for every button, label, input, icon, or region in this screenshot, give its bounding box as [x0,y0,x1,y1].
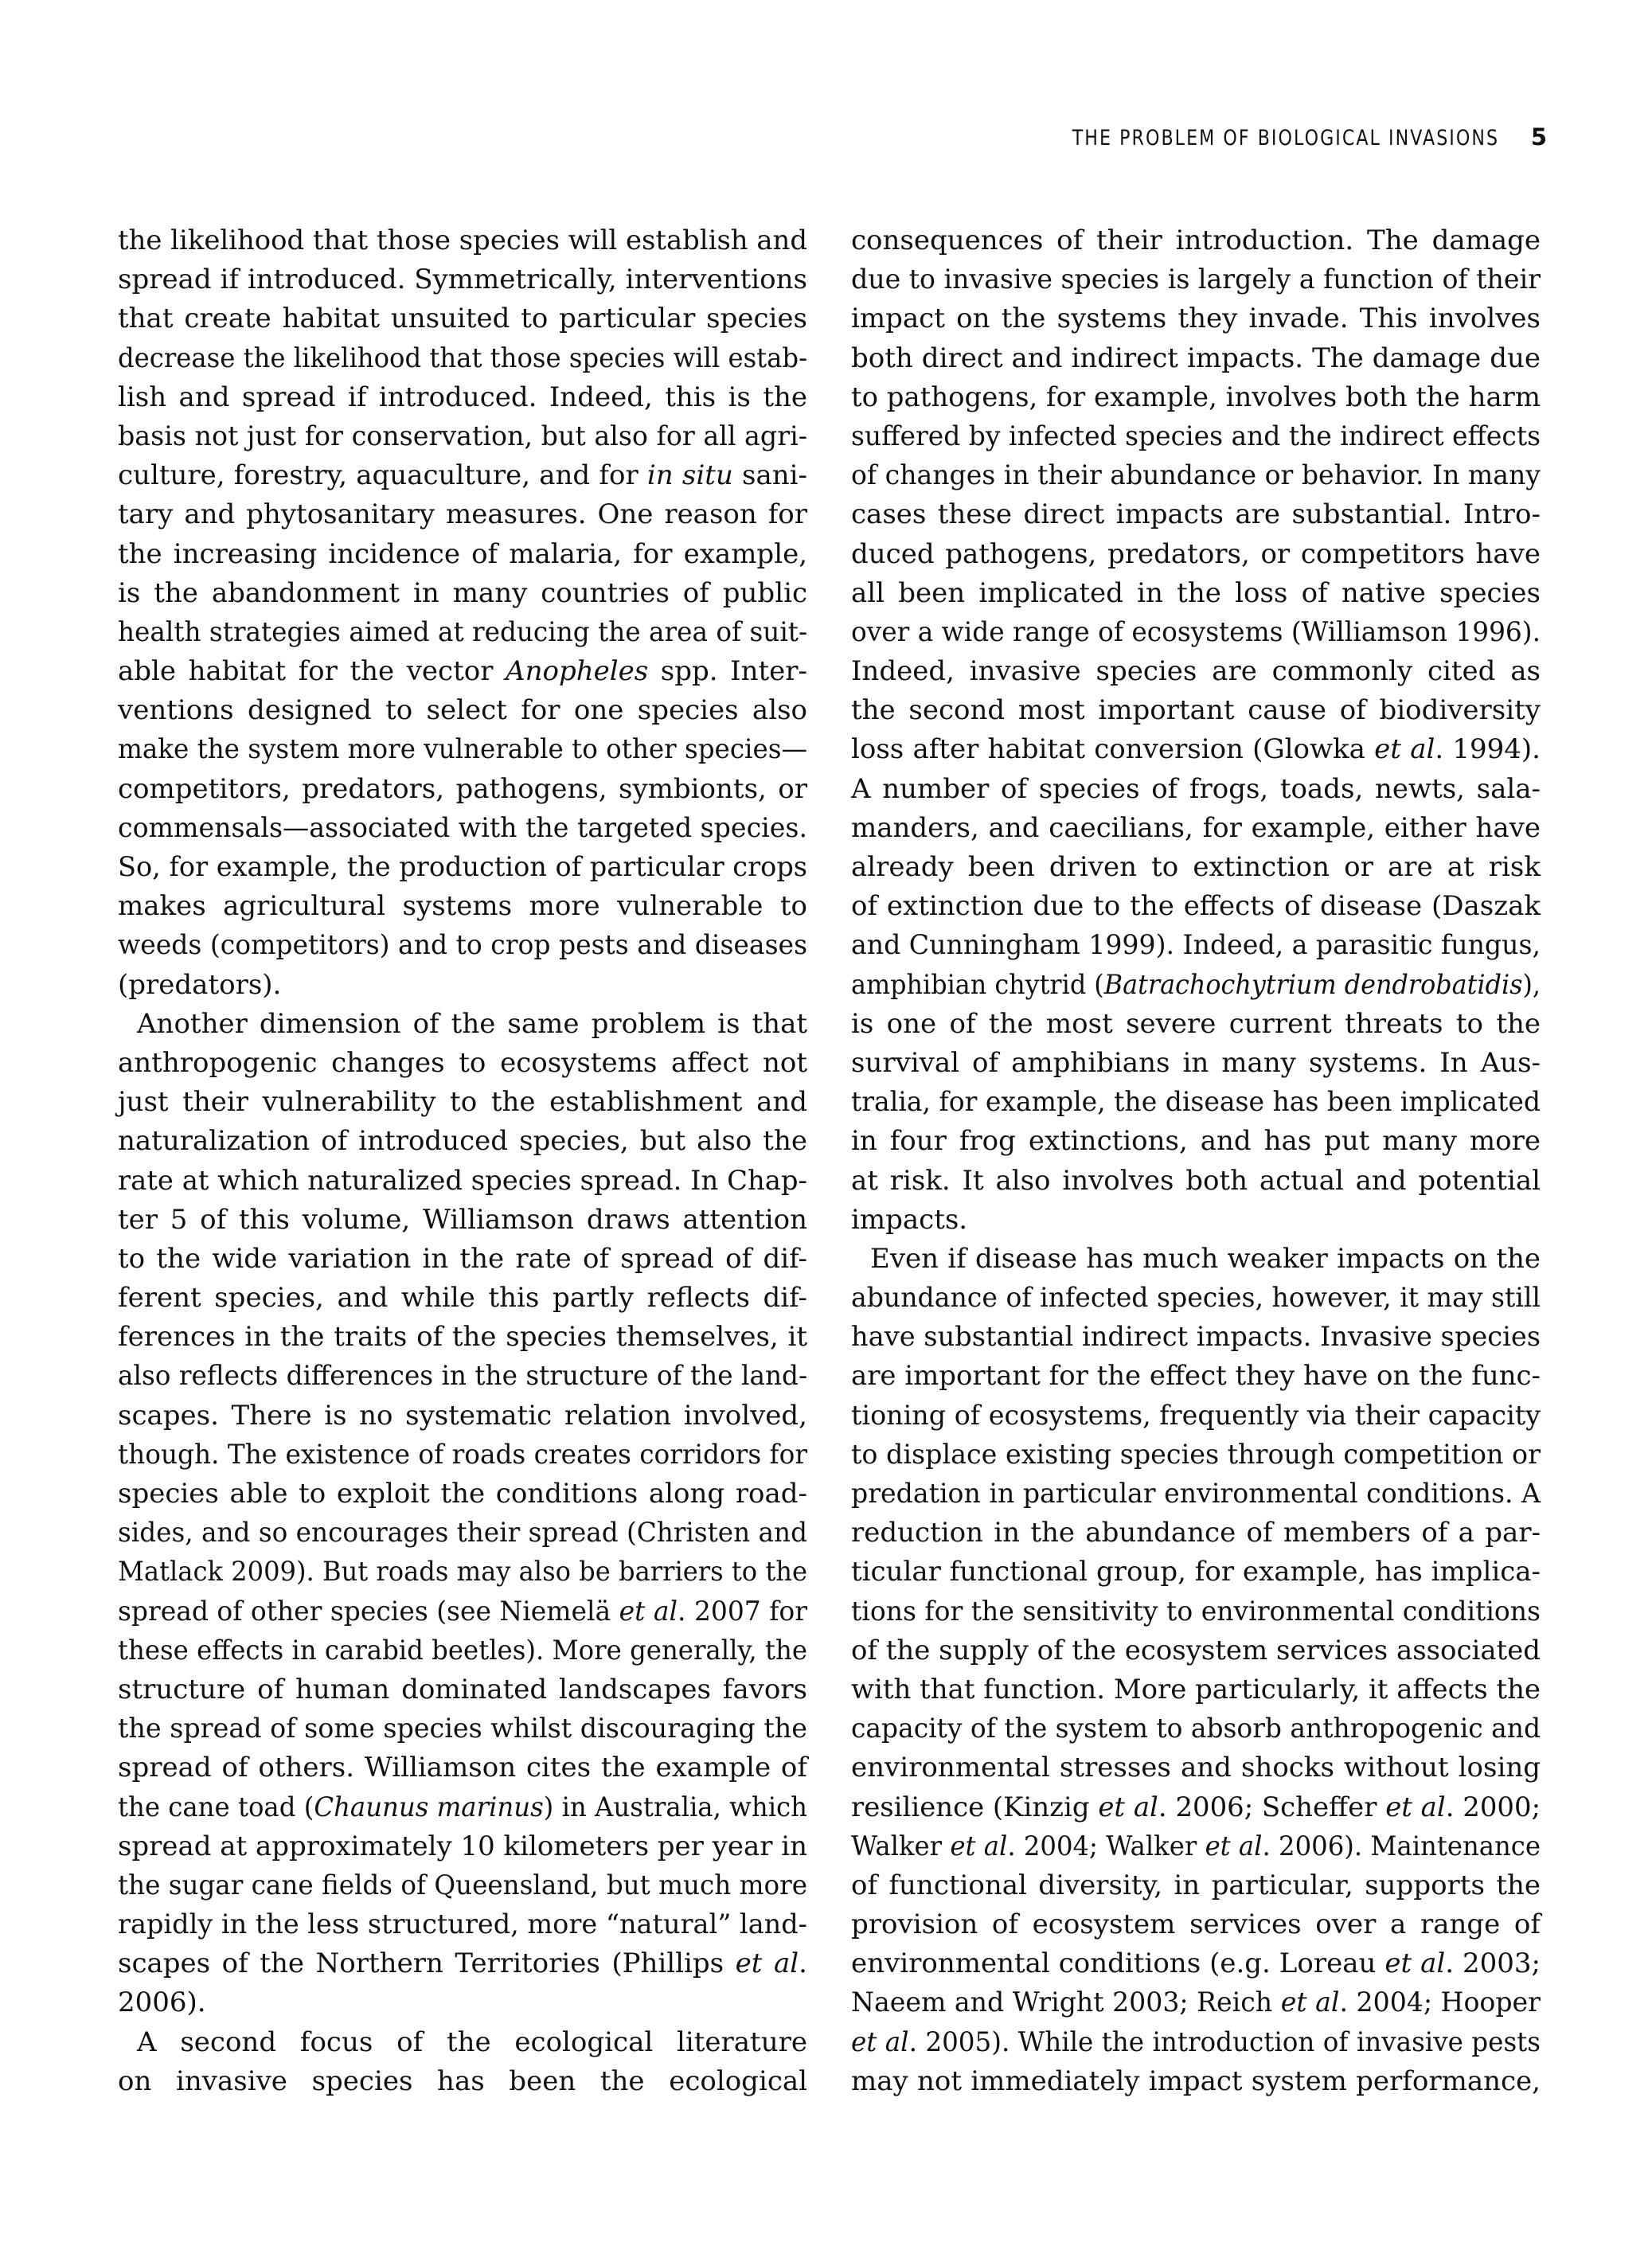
text-line [118,2023,807,2062]
text-line [118,1827,807,1866]
text-run: to displace existing species through competition or [851,1438,1541,1471]
text-run: ferences in the traits of the species themselves, it [118,1321,807,1354]
text-run: structure of human dominated landscapes favors [118,1673,807,1705]
text-line [851,1397,1541,1436]
text-run: of functional diversity, in particular, supports the [851,1869,1541,1901]
text-run: due to invasive species is largely a function of their [851,264,1541,296]
text-line [851,730,1541,769]
text-line [118,299,807,338]
text-line [118,417,807,456]
text-run: are important for the effect they have on the func- [851,1360,1541,1393]
text-line [851,1044,1541,1083]
line-content [118,1553,807,1592]
line-content [851,1709,1541,1748]
text-line [851,1122,1541,1161]
text-line [118,456,807,495]
text-run: . 2006; Scheffer [1158,1791,1386,1823]
text-run: environmental conditions (e.g. Loreau [851,1948,1385,1980]
text-line [118,1318,807,1357]
text-line [118,1436,807,1475]
text-line [851,1436,1541,1475]
text-run: of changes in their abundance or behavior. In many [851,459,1541,492]
text-line [118,770,807,809]
text-run: suffered by infected species and the indirect effects [851,420,1541,452]
text-run: able habitat for the vector [118,655,506,688]
text-line [118,339,807,378]
text-line [118,1357,807,1396]
text-line [851,1318,1541,1357]
text-run: is the abandonment in many countries of public [118,576,807,609]
text-run: spread if introduced. Symmetrically, interventions [118,264,807,296]
text-run: the second most important cause of biodiversity [851,694,1541,727]
line-content [118,1514,807,1553]
line-content [118,730,807,769]
line-content [851,613,1541,652]
text-column-right [851,221,1541,2101]
text-line [851,1083,1541,1122]
text-run: environmental stresses and shocks without losing [851,1752,1541,1784]
text-line [851,848,1541,887]
text-run: competitors, predators, pathogens, symbionts, or [118,772,807,805]
text-line [118,1983,807,2022]
text-run: the spread of some species whilst discouraging the [118,1713,807,1745]
italic-run: et al [851,2026,909,2058]
text-run: Even if disease has much weaker impacts on the [870,1242,1541,1275]
line-content [851,1436,1541,1475]
text-line [851,221,1541,260]
text-line [851,1475,1541,1514]
italic-run: in situ [646,459,733,492]
text-line [118,613,807,652]
text-line [118,730,807,769]
line-content [118,1592,807,1631]
italic-run: et al [1384,1948,1446,1980]
running-header [978,123,1547,150]
text-line [118,1553,807,1592]
text-run: naturalization of introduced species, but also the [118,1125,807,1158]
text-run: spp. Inter- [648,655,807,688]
text-run: just their vulnerability to the establishment and [118,1086,807,1119]
text-line [118,1162,807,1201]
italic-run: Anopheles [506,655,649,688]
text-line [851,1631,1541,1670]
line-content [851,926,1541,965]
text-run: basis not just for conservation, but also for all agri- [118,420,807,452]
text-line [118,378,807,417]
text-line [851,1983,1541,2022]
text-line [851,1866,1541,1905]
line-content [118,1162,807,1201]
text-run: Walker [851,1830,951,1862]
text-line [118,1788,807,1827]
text-line [851,652,1541,691]
text-run: rapidly in the less structured, more “natural” land- [118,1908,807,1941]
text-run: . 2006). Maintenance [1262,1830,1541,1862]
text-run: though. The existence of roads creates corridors for [118,1438,807,1471]
text-line [851,299,1541,338]
text-line [118,887,807,926]
text-line [851,1553,1541,1592]
text-run: spread of others. Williamson cites the example of [118,1752,807,1784]
text-run: provision of ecosystem services over a range of [851,1908,1541,1941]
text-line [118,221,807,260]
text-run: A second focus of the ecological literature [137,2026,807,2058]
text-run: survival of amphibians in many systems. In Aus- [851,1046,1541,1079]
text-run: anthropogenic changes to ecosystems affect not [118,1046,807,1079]
italic-run: et al [1098,1791,1158,1823]
text-line [851,1592,1541,1631]
text-line [851,339,1541,378]
line-content [851,456,1541,495]
text-run: culture, forestry, aquaculture, and for [118,459,647,492]
text-run: already been driven to extinction or are at risk [851,851,1541,883]
text-run: . 1994). [1435,733,1541,766]
text-line [851,1357,1541,1396]
text-line [118,1592,807,1631]
text-line [851,1279,1541,1318]
text-run: both direct and indirect impacts. The damage due [851,342,1541,374]
text-line [851,260,1541,299]
text-run: the increasing incidence of malaria, for example, [118,537,807,570]
line-content [851,1631,1541,1670]
text-line [118,1005,807,1044]
text-run: scapes. There is no systematic relation involved, [118,1399,807,1432]
text-run: to pathogens, for example, involves both the harm [851,381,1541,413]
text-run: the likelihood that those species will establish and [118,225,807,256]
text-line [118,1397,807,1436]
text-run: duced pathogens, predators, or competitors have [851,537,1541,570]
text-line [851,809,1541,848]
text-line [851,2062,1541,2101]
text-run: predation in particular environmental conditions. A [851,1478,1541,1510]
text-line [851,1748,1541,1787]
text-line [118,2062,807,2101]
line-content [851,966,1541,1005]
italic-run: Batrachochytrium dendrobatidis [1103,968,1523,1001]
text-line [851,2023,1541,2062]
text-line [851,1709,1541,1748]
text-column-left [118,221,807,2101]
line-content [851,2023,1541,2062]
text-run: in four frog extinctions, and has put many more [851,1125,1541,1158]
line-content [851,260,1541,299]
line-content [851,417,1541,456]
text-run: resilience (Kinzig [851,1791,1099,1823]
text-run: on invasive species has been the ecological [118,2065,807,2097]
text-run: . 2004; Walker [1007,1830,1205,1862]
line-content [118,1788,807,1827]
text-run: . 2007 for [677,1595,807,1627]
line-content [118,339,807,378]
text-run: weeds (competitors) and to crop pests and diseases [118,929,807,962]
text-line [851,1201,1541,1240]
text-run: consequences of their introduction. The damage [851,225,1541,256]
text-run: loss after habitat conversion (Glowka [851,733,1375,766]
line-content [851,1592,1541,1631]
text-line [118,1279,807,1318]
italic-run: et al [950,1830,1008,1862]
text-run: is one of the most severe current threats to the [851,1007,1541,1040]
text-run: Indeed, invasive species are commonly cited as [851,655,1541,688]
line-content [851,1670,1541,1709]
text-run: scapes of the Northern Territories (Phillips [118,1948,736,1980]
text-run: tioning of ecosystems, frequently via their capacity [851,1399,1541,1432]
text-run: over a wide range of ecosystems (Williamson 1996). [851,615,1541,648]
text-run: . 2003; [1445,1948,1541,1980]
text-run: that create habitat unsuited to particular species [118,303,807,335]
text-line [118,1240,807,1279]
text-run: abundance of infected species, however, it may still [851,1282,1541,1315]
line-content [851,1397,1541,1436]
text-run: lish and spread if introduced. Indeed, this is the [118,381,807,413]
text-line [118,260,807,299]
text-run: A number of species of frogs, toads, newts, sala- [851,772,1541,805]
text-run: . 2005). While the introduction of invasive pests [908,2026,1541,2058]
text-run: spread of other species (see Niemelä [118,1595,619,1627]
text-run: . [799,1948,807,1980]
text-line [118,574,807,613]
line-content [118,417,807,456]
line-content [118,1357,807,1396]
text-line [851,1944,1541,1983]
text-run: the cane toad ( [118,1791,314,1823]
line-content [118,848,807,887]
page-number: 5 [1530,123,1547,150]
line-content [851,1788,1541,1827]
text-line [118,1670,807,1709]
text-run: Naeem and Wright 2003; Reich [851,1987,1281,2019]
text-line [851,1162,1541,1201]
text-line [851,378,1541,417]
italic-run: et al [1385,1791,1446,1823]
text-line [851,770,1541,809]
text-line [118,926,807,965]
text-line [118,691,807,730]
text-line [851,417,1541,456]
text-line [851,926,1541,965]
line-content [118,1709,807,1748]
text-run: sides, and so encourages their spread (Christen and [118,1517,807,1549]
italic-run: Chaunus marinus [314,1791,544,1823]
text-run: make the system more vulnerable to other species— [118,733,807,766]
text-line [118,966,807,1005]
text-run: cases these direct impacts are substantial. Intro- [851,498,1541,531]
line-content [118,613,807,652]
text-run: tions for the sensitivity to environmental conditions [851,1595,1541,1627]
text-line [851,1005,1541,1044]
text-run: reduction in the abundance of members of a par- [851,1517,1541,1549]
text-run: capacity of the system to absorb anthropogenic and [851,1713,1541,1745]
text-line [118,1514,807,1553]
line-content [851,378,1541,417]
text-line [118,535,807,574]
text-run: sani- [732,459,807,492]
text-run: ter 5 of this volume, Williamson draws attention [118,1203,807,1236]
text-line [118,1866,807,1905]
text-line [118,1709,807,1748]
text-run: amphibian chytrid ( [851,968,1104,1001]
text-run: commensals—associated with the targeted species. [118,811,807,844]
text-run: So, for example, the production of particular crops [118,851,807,883]
italic-run: et al [1374,733,1435,766]
italic-run: et al [1205,1830,1263,1862]
text-line [118,1122,807,1161]
line-content [118,1866,807,1905]
text-line [851,1240,1541,1279]
text-run: these effects in carabid beetles). More generally, the [118,1634,807,1666]
text-run: ticular functional group, for example, has implica- [851,1556,1541,1588]
text-line [118,1044,807,1083]
text-run: decrease the likelihood that those species will estab- [118,342,807,374]
line-content [118,926,807,965]
text-run: the sugar cane fields of Queensland, but much more [118,1869,807,1901]
text-run: ) in Australia, which [543,1791,807,1823]
text-run: Another dimension of the same problem is that [137,1007,807,1040]
line-content [851,1475,1541,1514]
text-run: have substantial indirect impacts. Invasive species [851,1321,1541,1354]
line-content [851,1357,1541,1396]
text-line [851,1827,1541,1866]
text-line [851,887,1541,926]
text-line [118,1944,807,1983]
text-line [851,1514,1541,1553]
text-line [851,1670,1541,1709]
text-run: all been implicated in the loss of native species [851,576,1541,609]
text-run: Matlack 2009). But roads may also be barriers to the [118,1556,807,1588]
text-line [118,495,807,534]
text-run: tary and phytosanitary measures. One reason for [118,498,807,531]
text-line [118,1475,807,1514]
text-line [851,691,1541,730]
line-content [851,1983,1541,2022]
text-run: at risk. It also involves both actual and potential [851,1164,1541,1197]
text-line [851,495,1541,534]
line-content [118,1631,807,1670]
text-run: of the supply of the ecosystem services associated [851,1634,1541,1666]
text-line [118,1905,807,1944]
text-run: and Cunningham 1999). Indeed, a parasitic fungus, [851,929,1541,962]
text-line [118,1631,807,1670]
text-run: ), [1522,968,1541,1001]
text-run: also reflects differences in the structure of the land- [118,1360,807,1393]
italic-run: et al [1280,1987,1340,2019]
text-run: (predators). [118,968,282,1001]
text-run: tralia, for example, the disease has been implicated [851,1086,1541,1119]
text-run: 2006). [118,1987,206,2019]
text-line [118,652,807,691]
italic-run: et al [735,1948,799,1980]
text-run: makes agricultural systems more vulnerable to [118,890,807,923]
text-line [851,966,1541,1005]
text-run: ferent species, and while this partly reflects dif- [118,1282,807,1315]
text-run: health strategies aimed at reducing the area of suit- [118,615,807,648]
text-run: spread at approximately 10 kilometers per year in [118,1830,807,1862]
text-line [851,613,1541,652]
text-line [851,1905,1541,1944]
text-run: manders, and caecilians, for example, either have [851,811,1541,844]
text-run: with that function. More particularly, it affects the [851,1673,1541,1705]
text-line [118,1083,807,1122]
text-run: to the wide variation in the rate of spread of dif- [118,1242,807,1275]
text-line [851,535,1541,574]
text-run: impacts. [851,1203,968,1236]
line-content [851,1827,1541,1866]
text-line [118,1748,807,1787]
running-title: THE PROBLEM OF BIOLOGICAL INVASIONS [1072,126,1499,150]
text-line [118,809,807,848]
line-content [851,1083,1541,1122]
line-content [851,1318,1541,1357]
italic-run: et al [619,1595,678,1627]
line-content [118,1827,807,1866]
text-line [851,1788,1541,1827]
text-run: impact on the systems they invade. This involves [851,303,1541,335]
text-run: rate at which naturalized species spread. In Chap- [118,1164,807,1197]
text-run: may not immediately impact system performance, [851,2065,1541,2097]
text-run: . 2004; Hooper [1339,1987,1541,2019]
text-run: . 2000; [1445,1791,1541,1823]
line-content [118,809,807,848]
line-content [118,1436,807,1475]
text-line [118,1201,807,1240]
line-content [118,1905,807,1944]
text-run: ventions designed to select for one species also [118,694,807,727]
text-run: of extinction due to the effects of disease (Daszak [851,890,1541,923]
text-line [118,848,807,887]
text-line [851,574,1541,613]
line-content [851,1279,1541,1318]
text-line [851,456,1541,495]
text-run: species able to exploit the conditions along road- [118,1478,807,1510]
line-content [118,221,807,260]
